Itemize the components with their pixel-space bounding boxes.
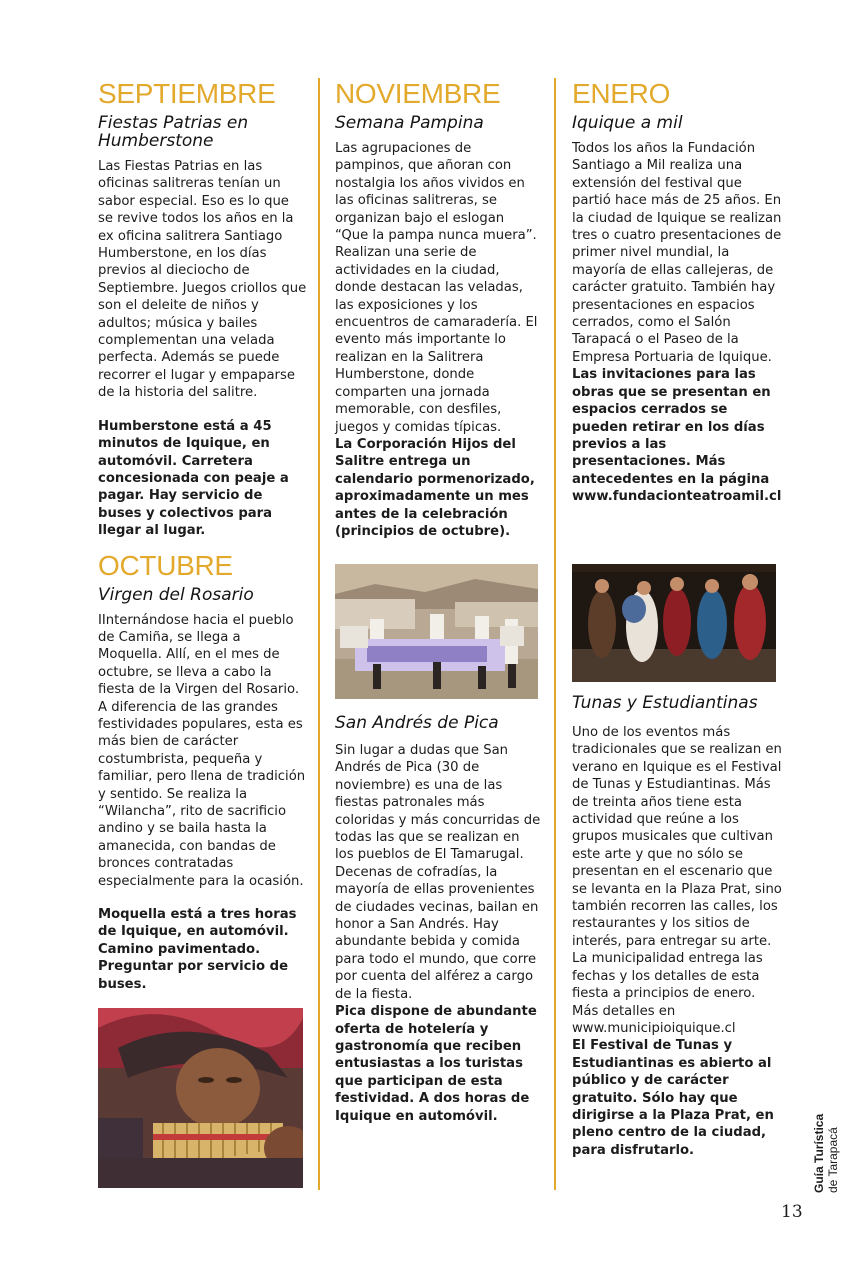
column-divider (318, 78, 320, 1190)
event-travel-info: El Festival de Tunas y Estudiantinas es abierto al público y de carácter gratuito. Sólo hay que dirigirse a la Plaza Prat, en pleno centro de la ciudad, para disfrutarlo. (572, 1038, 774, 1158)
photo-panpipe-player (98, 1008, 303, 1188)
event-travel-info: Humberstone está a 45 minutos de Iquique, en automóvil. Carretera concesionada con peaje a pagar. Hay servicio de buses y colectivos para llegar al lugar. (98, 418, 289, 539)
month-heading: NOVIEMBRE (335, 78, 501, 109)
event-title: Virgen del Rosario (98, 584, 254, 605)
event-travel-info: La Corporación Hijos del Salitre entrega un calendario pormenorizado, aproximadamente un mes antes de la celebración (principios de octubre). (335, 436, 535, 539)
column-left (98, 78, 308, 993)
event-description: IInternándose hacia el pueblo de Camiña, se llega a Moquella. Allí, en el mes de octubre, se lleva a cabo la fiesta de la Virgen del Rosario. A diferencia de las grandes festividades populares, esta es más bien de carácter costumbrista, pequeña y familiar, pero llena de tradición y sentido. Se realiza la “Wilancha”, rito de sacrificio andino y se baila hasta la amanecida, con bandas de bronces contratadas especialmente para la ocasión. (98, 612, 306, 889)
event-description: Las agrupaciones de pampinos, que añoran con nostalgia los años vividos en las oficinas salitreras, se organizan bajo el eslogan “Que la pampa nunca muera”. Realizan una serie de actividades en la ciudad, donde destacan las veladas, las exposiciones y los encuentros de camaradería. El evento más importante lo realizan en la Salitrera Humberstone, donde comparten una jornada memorable, con desfiles, juegos y comidas típicas. (335, 141, 538, 435)
photo-pampina-parade (335, 564, 538, 699)
event-title: Tunas y Estudiantinas (572, 693, 758, 713)
guide-title-main: Guía Turística (812, 1113, 826, 1193)
column-right (572, 78, 782, 1158)
month-heading: OCTUBRE (98, 549, 233, 581)
month-heading: SEPTIEMBRE (98, 78, 276, 109)
photo-theater-performance (572, 564, 776, 682)
column-divider (554, 78, 556, 1190)
month-heading: ENERO (572, 78, 671, 109)
guide-title (812, 1097, 842, 1193)
guide-title-sub: de Tarapacá (826, 1127, 840, 1193)
event-description: Uno de los eventos más tradicionales que se realizan en verano en Iquique es el Festival de Tunas y Estudiantinas. Más de treinta años tiene esta actividad que reúne a los grupos musicales que cultivan este arte y que no sólo se presentan en el escenario que se levanta en la Plaza Prat, sino también recorren las calles, los restaurantes y los sitios de interés, para entregar su arte. La municipalidad entrega las fechas y los detalles de esta fiesta a principios de enero. Más detalles en www.municipioiquique.cl (572, 725, 782, 1036)
page-number: 13 (781, 1202, 803, 1222)
event-title: Fiestas Patrias en Humberstone (98, 113, 249, 151)
event-title: Semana Pampina (335, 113, 484, 133)
event-travel-info: Las invitaciones para las obras que se presentan en espacios cerrados se pueden retirar en los días previos a las presentaciones. Más antecedentes en la página www.fundacionteatroamil.cl (572, 367, 782, 505)
column-middle (335, 78, 541, 1124)
event-title: Iquique a mil (572, 113, 683, 133)
event-travel-info: Pica dispone de abundante oferta de hotelería y gastronomía que reciben entusiastas a los turistas que participan de esta festividad. A dos horas de Iquique en automóvil. (335, 1004, 537, 1124)
event-title: San Andrés de Pica (335, 713, 499, 733)
event-travel-info: Moquella está a tres horas de Iquique, en automóvil. Camino pavimentado. Preguntar por servicio de buses. (98, 907, 297, 992)
event-description: Sin lugar a dudas que San Andrés de Pica (30 de noviembre) es una de las fiestas patronales más coloridas y más concurridas de todas las que se realizan en los pueblos de El Tamarugal. Decenas de cofradías, la mayoría de ellas provenientes de ciudades vecinas, bailan en honor a San Andrés. Hay abundante bebida y comida para todo el mundo, que corre por cuenta del alférez a cargo de la fiesta. (335, 743, 541, 1002)
event-description: Todos los años la Fundación Santiago a Mil realiza una extensión del festival que partió hace más de 25 años. En la ciudad de Iquique se realizan tres o cuatro presentaciones de primer nivel mundial, la mayoría de ellas callejeras, de carácter gratuito. También hay presentaciones en espacios cerrados, como el Salón Tarapacá o el Paseo de la Empresa Portuaria de Iquique. (572, 141, 782, 365)
event-description: Las Fiestas Patrias en las oficinas salitreras tenían un sabor especial. Eso es lo que se revive todos los años en la ex oficina salitrera Santiago Humberstone, en los días previos al dieciocho de Septiembre. Juegos criollos que son el deleite de niños y adultos; música y bailes complementan una velada perfecta. Además se puede recorrer el lugar y empaparse de la historia del salitre. (98, 159, 307, 401)
